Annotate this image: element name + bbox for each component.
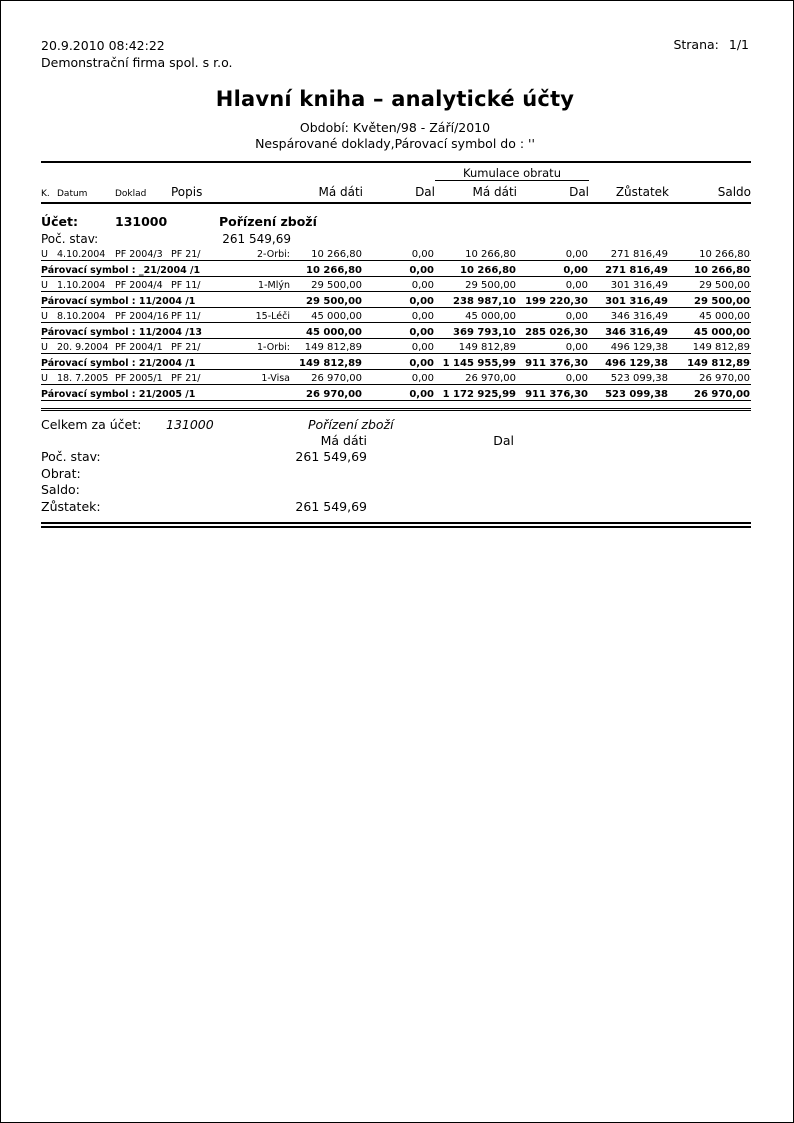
- cell-zustatek: 523 099,38: [610, 373, 669, 384]
- cell-saldo: 45 000,00: [699, 311, 751, 322]
- page-number: 1/1: [728, 37, 749, 52]
- ledger-entry-row: [41, 246, 751, 261]
- cell-kum-ma-dati: 29 500,00: [465, 280, 516, 291]
- cell-zustatek: 301 316,49: [589, 292, 669, 308]
- summary-value: [289, 466, 367, 483]
- column-header-row: [41, 181, 751, 204]
- cell-doklad: PF 2004/4: [115, 280, 163, 291]
- cell-datum: 8.10.2004: [57, 311, 106, 322]
- ledger-entry-row: [41, 370, 751, 385]
- summary-label: Saldo:: [41, 482, 80, 497]
- cell-popis: 1-Mlýn: [258, 280, 290, 291]
- cell-popis: 2-Orbi:: [257, 249, 290, 260]
- cell-doklad: PF 2004/16: [115, 311, 169, 322]
- cell-ma-dati: 149 812,89: [304, 342, 362, 353]
- cell-k: U: [41, 342, 48, 353]
- column-header-kum-ma-dati: Má dáti: [472, 185, 517, 199]
- total-column-labels: [41, 433, 751, 449]
- opening-balance-row: [41, 229, 751, 246]
- summary-value: [289, 482, 367, 499]
- column-header-kum-dal: Dal: [569, 185, 590, 199]
- cell-zustatek: 523 099,38: [589, 385, 669, 401]
- pairing-symbol-label: Párovací symbol : 21/2004 /1: [41, 354, 291, 370]
- cell-dal: 0,00: [411, 373, 434, 384]
- column-header-k: K.: [41, 189, 50, 199]
- cell-dal: 0,00: [411, 311, 434, 322]
- pairing-symbol-row: [41, 354, 751, 370]
- cell-ma-dati: 29 500,00: [311, 280, 362, 291]
- summary-row-obrat: [41, 466, 751, 483]
- cell-saldo: 149 812,89: [669, 354, 751, 370]
- page-header-left: [41, 37, 233, 71]
- report-filter: Nespárované doklady,Párovací symbol do : '': [255, 136, 535, 151]
- cell-k: U: [41, 249, 48, 260]
- summary-label: Obrat:: [41, 465, 81, 481]
- column-header-ma-dati: Má dáti: [318, 185, 363, 199]
- total-header-line: [41, 416, 751, 433]
- cell-ref: PF 21/: [171, 342, 201, 353]
- cell-dal: 0,00: [363, 292, 435, 308]
- pairing-symbol-label: Párovací symbol : 11/2004 /13: [41, 323, 291, 339]
- account-name: Pořízení zboží: [219, 214, 317, 229]
- cell-dal: 0,00: [411, 342, 434, 353]
- column-header-doklad: Doklad: [115, 189, 147, 199]
- summary-col-ma-dati: Má dáti: [320, 433, 367, 448]
- ledger-rows: [41, 246, 751, 401]
- cell-kum-dal: 0,00: [565, 280, 589, 291]
- cell-k: U: [41, 311, 48, 322]
- summary-label: Poč. stav:: [41, 449, 101, 464]
- cell-saldo: 10 266,80: [699, 249, 751, 260]
- cell-kum-dal: 0,00: [565, 311, 589, 322]
- summary-value: 261 549,69: [295, 449, 367, 464]
- cell-ma-dati: 26 970,00: [291, 385, 363, 401]
- summary-row-poc-stav: [41, 449, 751, 466]
- cell-ref: PF 21/: [171, 249, 201, 260]
- summary-value: 261 549,69: [295, 498, 367, 514]
- cell-kum-dal: 911 376,30: [517, 385, 589, 401]
- pairing-symbol-label: Párovací symbol : 21/2005 /1: [41, 385, 291, 401]
- report-period: Období: Květen/98 - Září/2010: [299, 120, 491, 135]
- cell-ref: PF 21/: [171, 373, 201, 384]
- ledger-table: [41, 161, 751, 401]
- cell-doklad: PF 2004/3: [115, 249, 163, 260]
- cell-ma-dati: 149 812,89: [291, 354, 363, 370]
- cell-kum-ma-dati: 26 970,00: [465, 373, 516, 384]
- cell-dal: 0,00: [363, 385, 435, 401]
- cell-dal: 0,00: [411, 249, 434, 260]
- cell-zustatek: 496 129,38: [589, 354, 669, 370]
- cell-dal: 0,00: [363, 354, 435, 370]
- account-label: Účet:: [41, 214, 79, 229]
- cell-ma-dati: 10 266,80: [311, 249, 362, 260]
- cell-dal: 0,00: [363, 261, 435, 277]
- cell-datum: 18. 7.2005: [57, 373, 109, 384]
- summary-label: Zůstatek:: [41, 498, 101, 514]
- cell-kum-dal: 199 220,30: [517, 292, 589, 308]
- cell-dal: 0,00: [411, 280, 434, 291]
- cell-datum: 4.10.2004: [57, 249, 106, 260]
- cell-zustatek: 301 316,49: [610, 280, 669, 291]
- account-total-section: [41, 408, 751, 528]
- cell-dal: 0,00: [363, 323, 435, 339]
- summary-row-saldo: [41, 482, 751, 499]
- summary-row-zustatek: [41, 499, 751, 516]
- cell-kum-ma-dati: 1 145 955,99: [435, 354, 517, 370]
- account-section-header: [41, 203, 751, 246]
- column-header-datum: Datum: [57, 189, 88, 199]
- cell-zustatek: 346 316,49: [589, 323, 669, 339]
- cell-ma-dati: 10 266,80: [291, 261, 363, 277]
- cell-saldo: 45 000,00: [669, 323, 751, 339]
- page-header: [41, 37, 749, 71]
- cell-zustatek: 496 129,38: [610, 342, 669, 353]
- cell-kum-dal: 0,00: [565, 249, 589, 260]
- page-label: Strana:: [673, 37, 719, 52]
- cell-kum-dal: 911 376,30: [517, 354, 589, 370]
- cell-kum-ma-dati: 369 793,10: [435, 323, 517, 339]
- cell-k: U: [41, 373, 48, 384]
- cell-saldo: 149 812,89: [692, 342, 751, 353]
- opening-balance-label: Poč. stav:: [41, 232, 99, 246]
- cell-kum-ma-dati: 10 266,80: [465, 249, 516, 260]
- cell-kum-ma-dati: 238 987,10: [435, 292, 517, 308]
- cell-ref: PF 11/: [171, 311, 201, 322]
- cell-kum-ma-dati: 10 266,80: [435, 261, 517, 277]
- kumulace-group-header-row: [41, 162, 751, 181]
- cell-zustatek: 271 816,49: [589, 261, 669, 277]
- company-name: Demonstrační firma spol. s r.o.: [41, 55, 233, 70]
- cell-zustatek: 346 316,49: [610, 311, 669, 322]
- cell-doklad: PF 2004/1: [115, 342, 163, 353]
- report-title: Hlavní kniha – analytické účty: [215, 87, 575, 111]
- account-number: 131000: [115, 214, 168, 229]
- total-for-account-label: Celkem za účet:: [41, 417, 142, 432]
- page-indicator: [673, 37, 749, 52]
- cell-saldo: 10 266,80: [669, 261, 751, 277]
- opening-balance-value: 261 549,69: [222, 232, 291, 246]
- table-head: [41, 162, 751, 203]
- pairing-symbol-row: [41, 292, 751, 308]
- pairing-symbol-row: [41, 385, 751, 401]
- total-account-number: 131000: [166, 417, 214, 432]
- column-header-zustatek: Zůstatek: [615, 185, 670, 199]
- summary-col-dal: Dal: [493, 433, 514, 448]
- cell-saldo: 26 970,00: [699, 373, 751, 384]
- cell-datum: 20. 9.2004: [57, 342, 109, 353]
- column-header-dal: Dal: [415, 185, 435, 199]
- cell-kum-dal: 0,00: [565, 373, 589, 384]
- cell-popis: 1-Orbi:: [257, 342, 290, 353]
- cell-ma-dati: 29 500,00: [291, 292, 363, 308]
- cell-ref: PF 11/: [171, 280, 201, 291]
- cell-zustatek: 271 816,49: [610, 249, 669, 260]
- cell-kum-ma-dati: 149 812,89: [458, 342, 516, 353]
- cell-ma-dati: 45 000,00: [311, 311, 362, 322]
- print-datetime: 20.9.2010 08:42:22: [41, 38, 165, 53]
- ledger-entry-row: [41, 339, 751, 354]
- cell-kum-ma-dati: 1 172 925,99: [435, 385, 517, 401]
- pairing-symbol-row: [41, 323, 751, 339]
- cell-popis: 15-Léči: [255, 311, 290, 322]
- cell-saldo: 29 500,00: [699, 280, 751, 291]
- column-header-popis: Popis: [171, 185, 203, 199]
- pairing-symbol-row: [41, 261, 751, 277]
- cell-saldo: 26 970,00: [669, 385, 751, 401]
- cell-k: U: [41, 280, 48, 291]
- column-header-kumulace-obratu: Kumulace obratu: [435, 162, 589, 181]
- ledger-entry-row: [41, 308, 751, 323]
- cell-kum-dal: 285 026,30: [517, 323, 589, 339]
- cell-ma-dati: 26 970,00: [311, 373, 362, 384]
- account-header-row: [41, 203, 751, 229]
- cell-kum-ma-dati: 45 000,00: [465, 311, 516, 322]
- cell-ma-dati: 45 000,00: [291, 323, 363, 339]
- cell-kum-dal: 0,00: [517, 261, 589, 277]
- column-header-saldo: Saldo: [717, 185, 752, 199]
- ledger-entry-row: [41, 277, 751, 292]
- cell-kum-dal: 0,00: [565, 342, 589, 353]
- pairing-symbol-label: Párovací symbol : 11/2004 /1: [41, 292, 291, 308]
- cell-popis: 1-Visa: [261, 373, 290, 384]
- pairing-symbol-label: Párovací symbol : _21/2004 /1: [41, 261, 291, 277]
- cell-saldo: 29 500,00: [669, 292, 751, 308]
- cell-doklad: PF 2005/1: [115, 373, 163, 384]
- total-account-name: Pořízení zboží: [308, 417, 394, 432]
- cell-datum: 1.10.2004: [57, 280, 106, 291]
